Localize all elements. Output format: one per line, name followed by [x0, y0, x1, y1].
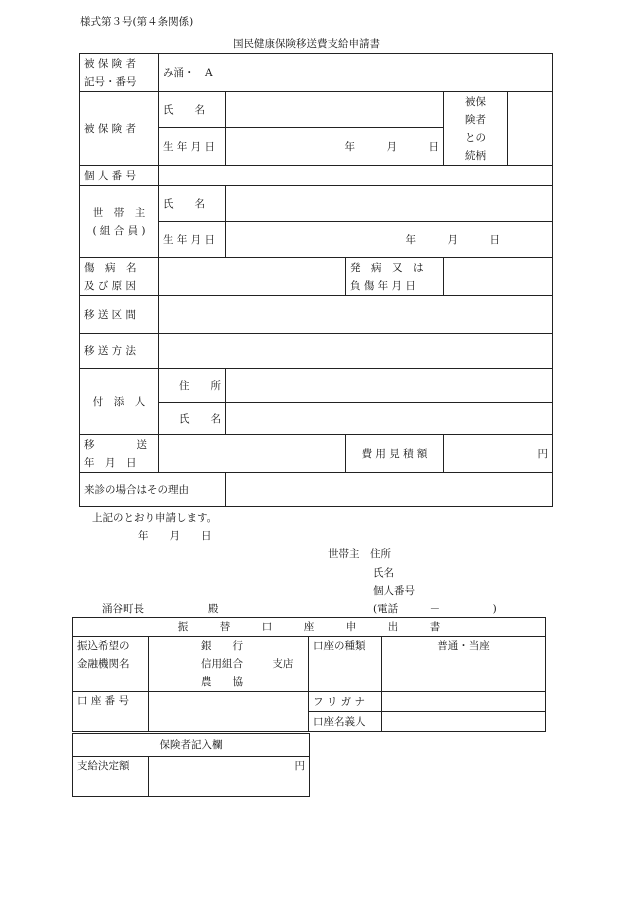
relation-label: 被保 険者 との 続柄 [444, 92, 508, 166]
insured-name-field[interactable] [226, 92, 444, 128]
visit-reason-field[interactable] [226, 473, 553, 507]
declaration-text: 上記のとおり申請します。 [92, 512, 218, 524]
insured-number-field[interactable]: み涌・ A [159, 54, 553, 92]
insurer-header: 保険者記入欄 [73, 734, 310, 757]
branch-label: 支店 [272, 658, 294, 670]
onset-label: 発 病 又 は 負 傷 年 月 日 [346, 258, 444, 296]
head-name-label: 氏名 [373, 567, 394, 579]
amount-label: 支給決定額 [73, 757, 149, 797]
institution-field[interactable] [149, 637, 309, 692]
attendant-name-field[interactable] [226, 403, 553, 435]
attendant-address-label: 住 所 [159, 369, 226, 403]
holder-field[interactable] [382, 712, 546, 732]
bank-transfer-table [72, 617, 546, 732]
account-type-label: 口座の種類 [309, 637, 382, 692]
insured-number-label: 被 保 険 者 記号・番号 [80, 54, 159, 92]
household-head-label: 世 帯 主 ( 組 合 員 ) [80, 186, 159, 258]
option-agricultural-coop[interactable]: 農 協 [201, 676, 243, 688]
account-number-field[interactable] [149, 692, 309, 732]
application-table [79, 53, 553, 507]
transport-date-label: 移 送 年 月 日 [80, 435, 159, 473]
bank-transfer-header: 振 替 口 座 申 出 書 [73, 618, 546, 637]
household-name-field[interactable] [226, 186, 553, 222]
onset-field[interactable] [444, 258, 553, 296]
transport-section-label: 移 送 区 間 [80, 296, 159, 334]
institution-label: 振込希望の 金融機関名 [73, 637, 149, 692]
account-number-label: 口 座 番 号 [73, 692, 149, 732]
insured-birth-field[interactable]: 年 月 日 [226, 128, 444, 166]
cost-estimate-field[interactable]: 円 [444, 435, 553, 473]
household-birth-label: 生 年 月 日 [159, 222, 226, 258]
furigana-label: フ リ ガ ナ [309, 692, 382, 712]
injury-field[interactable] [159, 258, 346, 296]
attendant-name-label: 氏 名 [159, 403, 226, 435]
injury-label: 傷 病 名 及 び 原 因 [80, 258, 159, 296]
form-number: 様式第３号(第４条関係) [80, 16, 194, 28]
transport-section-field[interactable] [159, 296, 553, 334]
amount-field[interactable]: 円 [149, 757, 310, 797]
addressee: 涌谷町長 [102, 603, 144, 615]
insurer-table [72, 733, 310, 797]
head-personal-number-label: 個人番号 [373, 585, 415, 597]
head-address-label: 世帯主 住所 [328, 548, 391, 560]
account-type-field[interactable]: 普通・当座 [382, 637, 546, 692]
page-title: 国民健康保険移送費支給申請書 [233, 38, 380, 50]
declaration-date: 年 月 日 [138, 530, 212, 542]
holder-label: 口座名義人 [309, 712, 382, 732]
household-name-label: 氏 名 [159, 186, 226, 222]
insured-name-label: 氏 名 [159, 92, 226, 128]
attendant-address-field[interactable] [226, 369, 553, 403]
attendant-label: 付 添 人 [80, 369, 159, 435]
transport-method-label: 移 送 方 法 [80, 334, 159, 369]
relation-field[interactable] [508, 92, 553, 166]
personal-number-field[interactable] [159, 166, 553, 186]
personal-number-label: 個 人 番 号 [80, 166, 159, 186]
furigana-field[interactable] [382, 692, 546, 712]
insured-person-label: 被 保 険 者 [80, 92, 159, 166]
phone-field[interactable]: (電話 － ) [373, 603, 497, 615]
cost-estimate-label: 費 用 見 積 額 [346, 435, 444, 473]
transport-date-field[interactable] [159, 435, 346, 473]
household-birth-field[interactable]: 年 月 日 [226, 222, 553, 258]
visit-reason-label: 来診の場合はその理由 [80, 473, 226, 507]
option-bank[interactable]: 銀 行 [201, 640, 243, 652]
honorific: 殿 [208, 603, 219, 615]
transport-method-field[interactable] [159, 334, 553, 369]
option-credit-union[interactable]: 信用組合 支店 [201, 658, 294, 670]
insured-birth-label: 生 年 月 日 [159, 128, 226, 166]
